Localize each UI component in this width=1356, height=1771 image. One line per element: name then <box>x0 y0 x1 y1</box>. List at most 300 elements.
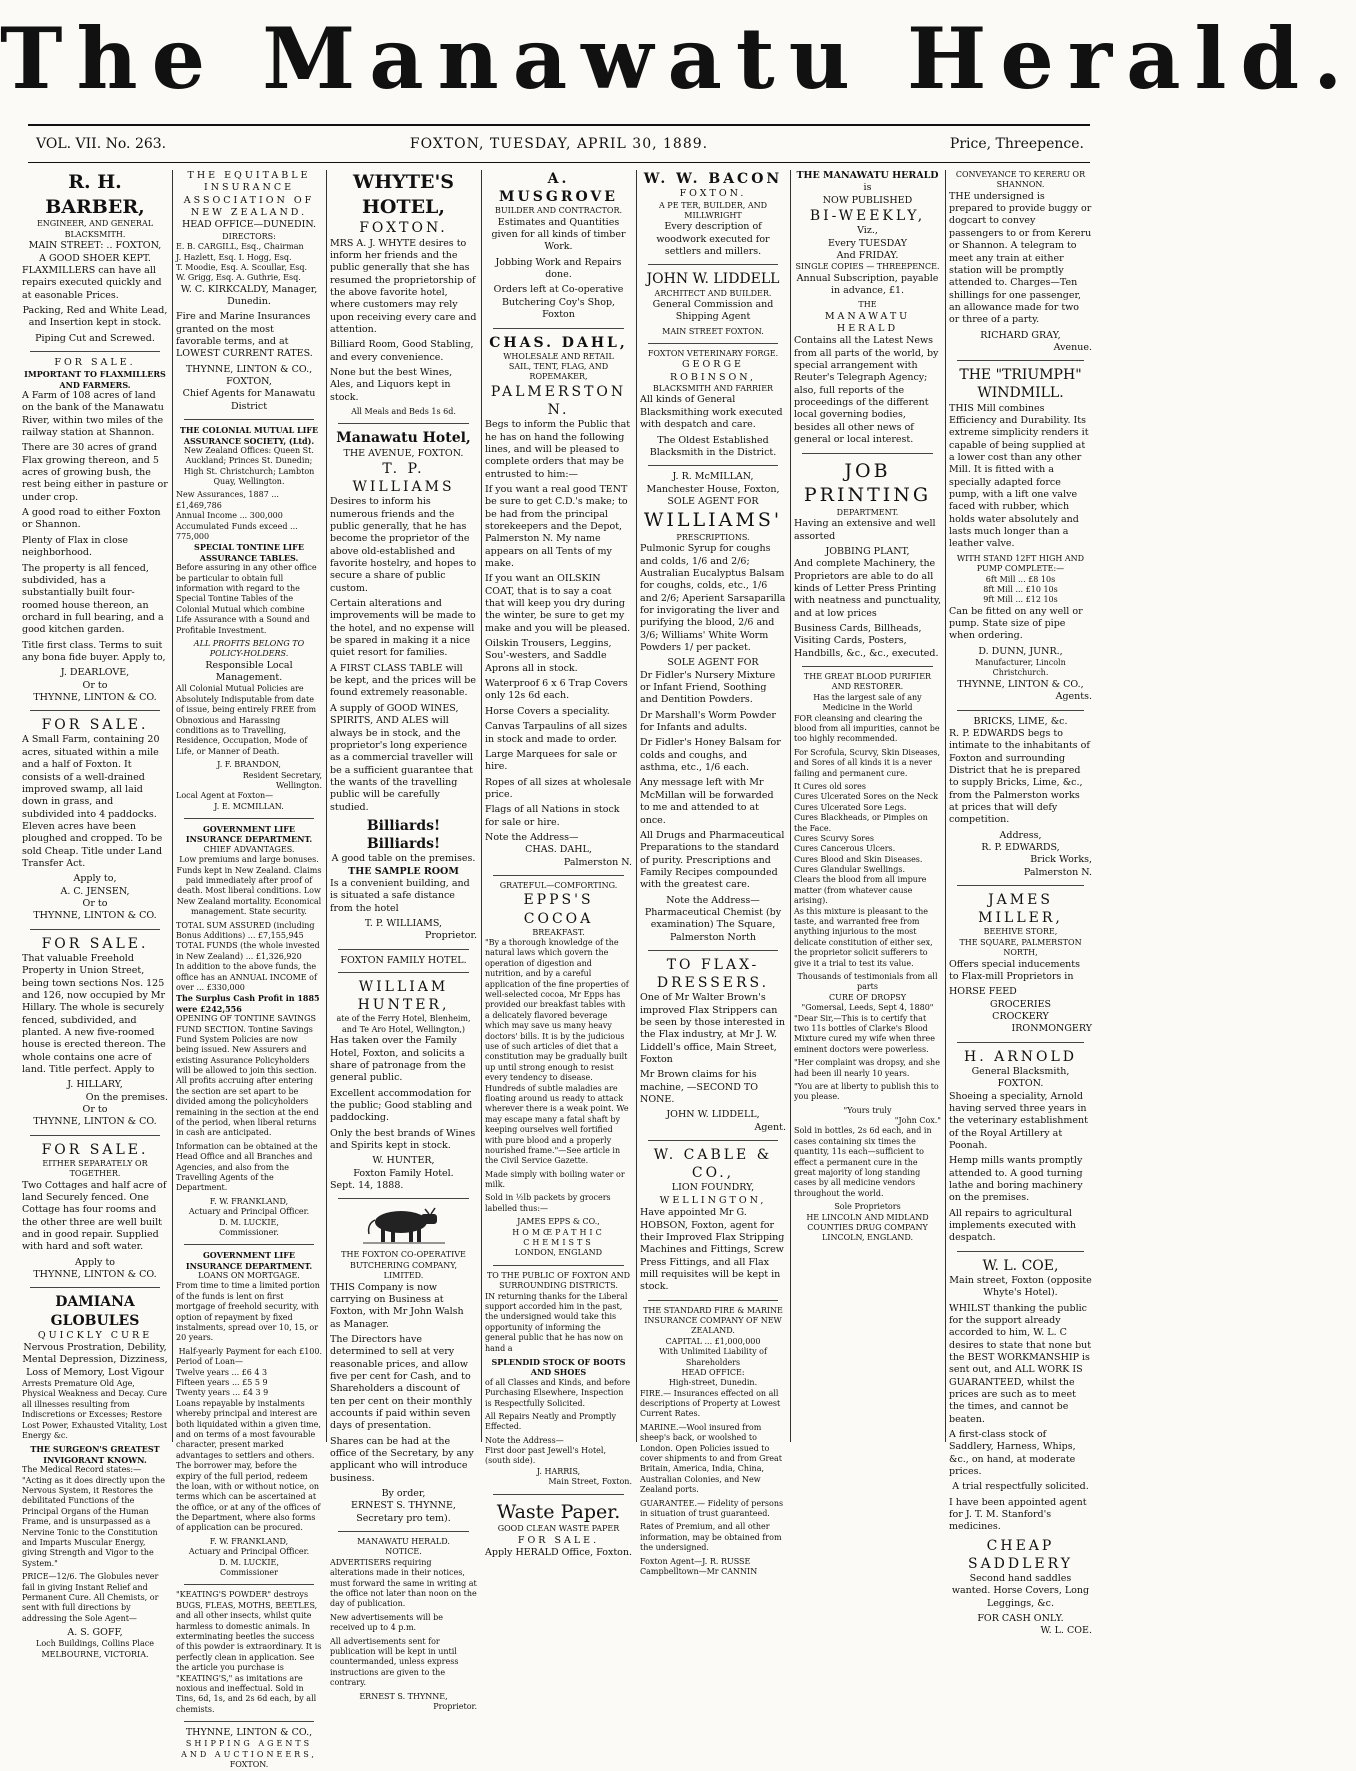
ad-text: Actuary and Principal Officer. <box>188 1207 310 1217</box>
ad-text: OPENING OF TONTINE SAVINGS FUND SECTION. Tontine Savings Fund System Policies are now being issued. New Assurers and existing Assurance Policyholders will be allowed to join this section. All profits accruing after entering the section are set apart to be divided among the policyholders remaining in the section at the end of the period, when liberal returns in cash are anticipated. <box>176 1014 319 1138</box>
ad-text: "Dear Sir,—This is to certify that two 11s bottles of Clarke's Blood Mixture cured my wife when three eminent doctors were powerless. <box>794 1013 935 1054</box>
ad-text: Cures Cancerous Ulcers. <box>794 844 896 854</box>
ad-text: A supply of GOOD WINES, SPIRITS, AND ALES will always be in stock, and the proprietor's long experience as a commercial traveller will be a sufficient guarantee that the wants of the travelling public will be carefully studied. <box>330 702 474 813</box>
divider <box>648 343 778 344</box>
ad-flax-dressers <box>640 956 786 1134</box>
ad-signature: J. DEARLOVE, <box>60 667 130 679</box>
ad-signature: R. P. EDWARDS, <box>981 841 1060 853</box>
ad-text: All advertisements sent for publication will be kept in until countermanded, unless express instructions are given to the contrary. <box>330 1636 459 1688</box>
ad-text: A good table on the premises. <box>331 853 476 865</box>
ad-text: "Yours truly <box>843 1105 892 1115</box>
ad-text: Twenty years ... £4 3 9 <box>176 1388 269 1398</box>
ad-heading: FOR SALE. <box>41 935 149 952</box>
ad-text: Sold in bottles, 2s 6d each, and in cases containing six times the quantity, 11s each—sufficient to effect a permanent cure in the great majority of long standing cases by all medicine vendors throughout the world. <box>794 1126 932 1198</box>
ad-signature: T. P. WILLIAMS, <box>364 918 443 930</box>
ad-text: And FRIDAY. <box>836 249 899 261</box>
divider <box>338 972 469 973</box>
ad-text: Excellent accommodation for the public; Good stabling and paddocking. <box>330 1087 473 1124</box>
ad-signature: J. HARRIS, <box>536 1466 581 1476</box>
ad-barber <box>22 170 168 345</box>
ad-subheading: WHOLESALE AND RETAIL <box>503 351 614 361</box>
ad-signature: JAMES EPPS & CO., <box>517 1217 600 1227</box>
ad-text: IRONMONGERY <box>1011 1023 1092 1035</box>
ad-text: MAIN STREET FOXTON. <box>662 326 764 336</box>
ad-mcmillan <box>640 471 786 944</box>
ad-heading: JAMES MILLER, <box>978 892 1063 927</box>
divider <box>957 1251 1084 1252</box>
ad-subheading: SOLE AGENT FOR <box>667 657 759 669</box>
ad-subheading: SOLE AGENT FOR <box>667 495 759 507</box>
ad-text: THE undersigned is prepared to provide buggy or dogcart to convey passengers to or from Kereru or Shannon. A telegram to meet any train at either station will be promptly attended to. Charges—Ten shillings for one passenger, an allowance made for two or three of a party. <box>949 190 1092 326</box>
ad-subheading: THE SURGEON'S GREATEST INVIGORANT KNOWN. <box>30 1444 160 1465</box>
ad-text: W. Grigg, Esq. A. Guthrie, Esq. <box>176 273 301 283</box>
ad-text: MRS A. J. WHYTE desires to inform her friends and the public generally that she has resumed the proprietorship of the above favorite hotel, where customers may rely upon receiving every care and attention. <box>330 237 477 335</box>
divider <box>648 1300 778 1301</box>
ad-text: There are 30 acres of grand Flax growing thereon, and 5 acres of growing bush, the rest being either in pasture or under crop. <box>22 442 168 503</box>
ad-heading: EPPS'S COCOA <box>523 892 594 927</box>
ad-signature: A. C. JENSEN, <box>60 885 130 897</box>
ad-text: The property is all fenced, subdivided, has a substantially built four-roomed house thereon, an orchard in full bearing, and a good kitchen garden. <box>22 562 164 636</box>
ad-text: Apply HERALD Office, Foxton. <box>485 1547 633 1559</box>
ad-text: Waterproof 6 x 6 Trap Covers only 12s 6d each. <box>485 678 628 702</box>
divider <box>802 666 933 667</box>
ad-heading: THE MANAWATU HERALD <box>796 170 939 181</box>
divider <box>184 818 314 819</box>
ad-text: LINCOLN, ENGLAND. <box>821 1233 914 1243</box>
ad-heading: FOR SALE. <box>54 356 136 368</box>
ad-text: FOR CASH ONLY. <box>977 1613 1064 1625</box>
ad-text: Agents. <box>1055 691 1092 703</box>
divider <box>957 1042 1084 1043</box>
ad-signature: ERNEST S. THYNNE, <box>359 1691 448 1701</box>
column-6 <box>790 170 945 1442</box>
ad-heading: THE COLONIAL MUTUAL LIFE ASSURANCE SOCIETY, (Ltd). <box>179 425 319 446</box>
ad-text: Low premiums and large bonuses. Funds kept in New Zealand. Claims paid immediately after proof of death. Most liberal conditions. Low New Zealand mortality. Economical management. State security. <box>176 855 322 917</box>
ad-signature: RICHARD GRAY, <box>980 329 1061 341</box>
ad-signature: COUNTIES DRUG COMPANY <box>807 1222 928 1232</box>
ad-text: I have been appointed agent for J. T. M. Stanford's medicines. <box>949 1496 1087 1533</box>
ad-text: Contains all the Latest News from all parts of the world, by special arrangement with Reuter's Telegraph Agency; also, full reports of the proceedings of the different local governing bodies, besides all other news of general or local interest. <box>794 335 939 446</box>
ad-text: of all Classes and Kinds, and before Purchasing Elsewhere, Inspection is Respectfully Solicited. <box>485 1377 631 1408</box>
ad-heading: THE FOXTON CO-OPERATIVE BUTCHERING COMPANY, LIMITED. <box>341 1250 466 1281</box>
ad-heading: BRICKS, LIME, &c. <box>973 715 1068 727</box>
ad-text: Begs to inform the Public that he has on hand the following lines, and will be pleased to complete orders that may be entrusted to him:— <box>485 419 631 480</box>
ad-text: Title first class. Terms to suit any bona fide buyer. Apply to, <box>22 639 166 663</box>
ad-text: Business Cards, Billheads, Visiting Cards, Posters, Handbills, &c., &c., executed. <box>794 623 939 659</box>
ad-subheading: PALMERSTON N. <box>490 383 627 419</box>
ad-signature: J. F. BRANDON, <box>217 760 281 770</box>
ad-text: It Cures old sores <box>794 781 867 791</box>
divider <box>30 929 160 930</box>
ad-text: ate of the Ferry Hotel, Blenheim, and Te Aro Hotel, Wellington,) <box>336 1014 471 1034</box>
column-1 <box>18 170 172 1659</box>
ad-subheading: FOXTON. <box>679 188 747 200</box>
ad-text: Avenue. <box>1053 341 1092 353</box>
ad-subheading: FOXTON. <box>359 220 448 237</box>
ad-text: Note the Address— <box>485 1435 564 1445</box>
ad-butchering <box>330 1204 477 1525</box>
ad-signature: "John Cox." <box>894 1116 941 1126</box>
ad-text: Made simply with boiling water or milk. <box>485 1169 625 1190</box>
ad-text: New advertisements will be received up to 4 p.m. <box>330 1612 443 1633</box>
divider <box>493 1494 624 1495</box>
ad-text: Resident Secretary, <box>242 770 322 780</box>
ad-heading: JOB PRINTING <box>803 459 932 507</box>
ad-text: Every TUESDAY <box>827 237 907 249</box>
ad-signature: J. HILLARY, <box>67 1079 123 1091</box>
ad-text: E. B. CARGILL, Esq., Chairman <box>176 242 304 252</box>
ad-text: THE <box>858 300 877 310</box>
ad-subheading: BUILDER AND CONTRACTOR. <box>494 206 623 216</box>
ad-text: Jobbing Work and Repairs done. <box>495 256 622 281</box>
ad-text: GROCERIES <box>989 998 1052 1010</box>
ad-family-hotel <box>330 955 477 1193</box>
ad-text: The Medical Record states:— "Acting as it does directly upon the Nervous System, it Restores the debilitated Functions of the Principal Organs of the Human Frame, and is unsurpassed as a Nervine Tonic to the Constitution and Imparts Muscular Energy, giving Strength and Vigor to the System." <box>22 1465 166 1568</box>
ad-text: Fifteen years ... £5 5 9 <box>176 1378 268 1387</box>
ad-heading: A. MUSGROVE <box>499 171 618 206</box>
ad-text: Sold in ½lb packets by grocers labelled thus:— <box>485 1193 611 1213</box>
ad-text: CAPITAL ... £1,000,000 <box>665 1336 761 1346</box>
ad-text: Twelve years ... £6 4 3 <box>176 1367 268 1377</box>
ad-text: Foxton Agent—J. R. RUSSE <box>640 1556 751 1566</box>
ad-text: None but the best Wines, Ales, and Liquors kept in stock. <box>330 367 453 403</box>
ad-heading: FOR SALE. <box>41 1141 149 1158</box>
ad-signature: W. HUNTER, <box>372 1155 435 1167</box>
ad-text: HEAD OFFICE: <box>681 1367 745 1377</box>
ad-text: Shares can be had at the office of the Secretary, by any applicant who will introduce business. <box>330 1435 474 1484</box>
ad-signature: F. W. FRANKLAND, <box>209 1536 289 1546</box>
ad-text: All repairs to agricultural implements executed with despatch. <box>949 1207 1076 1244</box>
ad-text: THIS Company is now carrying on Business at Foxton, with Mr John Walsh as Manager. <box>330 1281 464 1330</box>
ad-text: Actuary and Principal Officer. <box>188 1547 310 1557</box>
ad-text: The Surplus Cash Profit in 1885 were £242,556 <box>176 993 320 1014</box>
ad-text: MELBOURNE, VICTORIA. <box>41 1649 149 1659</box>
ad-text: SHIPPING AGENTS AND AUCTIONEERS, <box>181 1739 317 1759</box>
ad-text: Period of Loan— <box>176 1357 243 1367</box>
ad-musgrove <box>485 170 632 322</box>
ad-text: On the premises. <box>85 1091 168 1103</box>
ad-heading: WHYTE'S HOTEL, <box>352 171 454 218</box>
ad-text: CROCKERY <box>992 1010 1049 1022</box>
ad-arnold <box>949 1048 1092 1245</box>
ad-subheading: BLACKSMITH AND FARRIER <box>652 384 774 394</box>
ad-subheading: WELLINGTON, <box>659 1194 767 1206</box>
ad-text: Second hand saddles wanted. Horse Covers, Long Leggings, &c. <box>951 1573 1090 1609</box>
ad-text: A trial respectfully solicited. <box>952 1481 1089 1493</box>
ad-heading: THE "TRIUMPH" WINDMILL. <box>959 367 1082 402</box>
ad-signature: J. E. MCMILLAN. <box>214 801 284 811</box>
ad-text: Hemp mills wants promptly attended to. A good turning lathe and boring machinery on the premises. <box>949 1155 1083 1204</box>
ad-text: With Unlimited Liability of Shareholders <box>659 1347 767 1367</box>
divider <box>338 423 469 424</box>
price: Price, Threepence. <box>949 136 1084 152</box>
ad-subheading: WITH STAND 12FT HIGH AND PUMP COMPLETE:— <box>956 553 1085 574</box>
ad-signature: F. W. FRANKLAND, <box>209 1196 289 1206</box>
ad-text: All Meals and Beds 1s 6d. <box>351 407 456 417</box>
ad-dahl <box>485 334 632 869</box>
ad-address: MAIN STREET: .. FOXTON, <box>28 240 162 252</box>
ad-text: Wellington. <box>276 780 322 790</box>
ad-subheading: BEEHIVE STORE, <box>983 927 1058 937</box>
ad-subheading: THE SQUARE, PALMERSTON NORTH, <box>959 937 1082 958</box>
ad-text: Local Agent at Foxton— <box>176 791 274 801</box>
cow-illustration <box>359 1204 449 1246</box>
ad-text: A first-class stock of Saddlery, Harness, Whips, &c., on hand, at moderate prices. <box>949 1428 1076 1477</box>
ad-text: 6ft Mill ... £8 10s <box>985 574 1056 584</box>
ad-text: Plenty of Flax in close neighborhood. <box>22 534 129 559</box>
divider <box>30 1287 160 1288</box>
ad-signature: D. M. LUCKIE, <box>219 1557 279 1567</box>
ad-waste-paper <box>485 1500 632 1560</box>
ad-standard-fire <box>640 1306 786 1578</box>
ad-heading: FOR SALE. <box>41 717 149 734</box>
divider <box>648 950 778 951</box>
ad-heading: W. W. BACON <box>643 171 783 187</box>
ad-text: Mr Brown claims for his machine, —SECOND TO NONE. <box>640 1069 759 1106</box>
ad-text: Secretary pro tem). <box>356 1512 451 1524</box>
ad-text: From time to time a limited portion of the funds is lent on first mortgage of freehold security, with option of repayment by fixed instalments, spread over 10, 15, or 20 years. <box>176 1281 320 1343</box>
ad-coe <box>949 1257 1092 1638</box>
ad-subheading: GOOD CLEAN WASTE PAPER <box>497 1524 620 1534</box>
divider <box>648 465 778 466</box>
column-3 <box>326 170 481 1711</box>
ad-text: FOXTON, <box>226 376 272 388</box>
masthead-rule <box>28 124 1090 126</box>
ad-signature: JOHN W. LIDDELL, <box>666 1109 760 1121</box>
divider <box>493 875 624 876</box>
ad-subheading: BI-WEEKLY, <box>809 208 926 225</box>
ad-text: 9ft Mill ... £12 10s <box>983 595 1058 605</box>
ad-heading: GOVERNMENT LIFE INSURANCE DEPARTMENT. <box>185 1250 313 1271</box>
ad-cottages <box>22 1141 168 1282</box>
ad-text: Sept. 14, 1888. <box>330 1179 404 1191</box>
ad-signature: THYNNE, LINTON & CO. <box>33 1116 157 1128</box>
ad-subheading: ENGINEER, AND GENERAL BLACKSMITH. <box>36 219 154 239</box>
ad-subheading: LION FOUNDRY, <box>671 1182 755 1194</box>
ad-heading: MANAWATU HERALD. <box>357 1537 450 1547</box>
ad-herald-notice <box>330 1537 477 1712</box>
ad-text: Dr Fidler's Nursery Mixture or Infant Friend, Soothing and Dentition Powders. <box>640 669 776 706</box>
ad-text: Certain alterations and improvements will be made to the hotel, and no expense will be spared in making it a nice quiet resort for families. <box>330 598 476 659</box>
dateline <box>28 136 1090 158</box>
ad-text: Before assuring in any other office be particular to obtain full information with regard to the Special Tontine Tables of the Colonial Mutual which combine Life Assurance with a Sound and Profitable Investment. <box>176 563 317 635</box>
ad-heading: FOXTON VETERINARY FORGE. <box>647 349 779 358</box>
ad-signature: CHAS. DAHL, <box>525 844 592 856</box>
ad-text: Large Marquees for sale or hire. <box>485 748 617 773</box>
ad-job-printing <box>794 459 941 661</box>
ad-signature: THYNNE, LINTON & CO. <box>33 1269 157 1280</box>
ad-text: Dr Fidler's Honey Balsam for colds and coughs, and asthma, etc., 1/6 each. <box>640 737 781 774</box>
ad-text: If you want a real good TENT be sure to get C.D.'s make; to be had from the principal storekeepers and the Depot, Palmerston N. My name appears on all Tents of my make. <box>485 483 628 570</box>
ad-heading: R. H. BARBER, <box>45 171 145 218</box>
divider <box>957 360 1084 361</box>
column-5 <box>636 170 790 1576</box>
ad-text: "Gomersal, Leeds, Sept 4, 1880" <box>801 1003 934 1013</box>
divider <box>957 710 1084 711</box>
ad-text: Has taken over the Family Hotel, Foxton, and solicits a share of patronage from the general public. <box>330 1035 466 1084</box>
ad-liddell <box>640 270 786 337</box>
ad-subheading: THE AVENUE, FOXTON. <box>343 447 464 459</box>
ad-text: FOXTON. <box>229 1760 269 1770</box>
dateline-rule <box>28 162 1090 163</box>
ad-cable-foundry <box>640 1146 786 1293</box>
ad-heading: J. R. McMILLAN, <box>672 471 754 483</box>
ad-text: Palmerston N. <box>563 856 632 868</box>
ad-text: Commissioner. <box>219 1227 279 1237</box>
ad-text: General Commission and Shipping Agent <box>652 298 774 323</box>
ad-signature: A. S. GOFF, <box>67 1627 123 1639</box>
ad-farm-sale <box>22 357 168 704</box>
ad-text: Pulmonic Syrup for coughs and colds, 1/6 and 2/6; Australian Eucalyptus Balsam for coughs, colds, etc., 1/6 and 2/6; Aperient Sarsaparilla for invigorating the liver and purifying the blood, 2/6 and 3/6; Williams' White Worm Powders 1/ per packet. <box>640 543 786 654</box>
ad-subheading: NOW PUBLISHED <box>822 194 913 206</box>
ad-text: Offers special inducements to Flax-mill Proprietors in <box>949 958 1080 982</box>
ad-text: And complete Machinery, the Proprietors are able to do all kinds of Letter Press Printing with neatness and punctuality, and at low prices <box>794 558 941 619</box>
ad-text: ALL PROFITS BELONG TO POLICY-HOLDERS. <box>193 638 305 659</box>
ad-text: Loch Buildings, Collins Place <box>36 1639 154 1649</box>
ad-subheading: BREAKFAST. <box>532 927 585 937</box>
ad-text: Or to <box>82 897 108 909</box>
ad-whytes-hotel <box>330 170 477 417</box>
ad-text: Has the largest sale of any Medicine in the World <box>813 692 922 713</box>
ad-heading: THE GREAT BLOOD PURIFIER <box>803 672 932 682</box>
ad-text: THIS Mill combines Efficiency and Durability. Its extreme simplicity renders it capable of being supplied at a lower cost than any other Mill. It is fitted with a specially adapted force pump, with a lift one valve faced with rubber, which holds water absolutely and lasts much longer than a leather valve. <box>949 402 1089 550</box>
divider <box>493 1265 624 1266</box>
ad-text: W. C. KIRKCALDY, Manager, Dunedin. <box>180 283 318 308</box>
ad-text: Commissioner <box>220 1568 278 1578</box>
ad-signature: THYNNE, LINTON & CO., <box>185 363 313 375</box>
divider <box>338 1531 469 1532</box>
ad-text: Estimates and Quantities given for all kinds of timber Work. <box>491 216 626 253</box>
ad-text: IN returning thanks for the Liberal support accorded him in the past, the undersigned would take this opportunity of informing the general public that he has now on hand a <box>485 1291 628 1353</box>
ad-text: is <box>863 182 872 194</box>
ad-text: Piping Cut and Screwed. <box>35 332 155 344</box>
ad-text: Note the Address— <box>666 894 760 906</box>
ad-text: Thousands of testimonials from all parts <box>797 971 938 992</box>
ad-text: Nervous Prostration, Debility, Mental Depression, Dizziness, Loss of Memory, Lost Vigour <box>22 1342 168 1378</box>
ad-subheading: HEAD OFFICE—DUNEDIN. <box>181 219 317 231</box>
ad-text: A FIRST CLASS TABLE will be kept, and the prices will be found extremely reasonable. <box>330 662 476 699</box>
ad-subheading: SPLENDID STOCK OF BOOTS AND SHOES <box>491 1356 626 1378</box>
ad-heading: GOVERNMENT LIFE INSURANCE DEPARTMENT. <box>185 824 313 845</box>
ad-text: ADVERTISERS requiring alterations made in their notices, must forward the same in writing at the office not later than noon on the day of publication. <box>330 1557 477 1609</box>
ad-text: Half-yearly Payment for each £100. <box>178 1346 322 1356</box>
ad-subheading: GEORGE ROBINSON, <box>669 359 756 383</box>
ad-manawatu-hotel <box>330 429 477 942</box>
ad-text: TOTAL FUNDS (the whole invested in New Zealand) ... £1,326,920 <box>176 941 320 961</box>
ad-text: Ropes of all sizes at wholesale price. <box>485 776 632 800</box>
ad-text: WHILST thanking the public for the support already accorded to him, W. L. C desires to state that none but the BEST WORKMANSHIP is sent out, and ALL WORK IS GUARANTEED, whilst the prices are such as to meet the times, and cannot be beaten. <box>949 1302 1092 1425</box>
ad-tagline: A GOOD SHOER KEPT. <box>39 252 151 264</box>
ad-subheading: CHIEF ADVANTAGES. <box>203 844 295 854</box>
ad-subheading: PRESCRIPTIONS. <box>676 532 750 542</box>
ad-text: DIRECTORS: <box>222 231 276 241</box>
ad-heading: Waste Paper. <box>496 1500 621 1523</box>
ad-text: Brick Works, <box>1030 854 1092 866</box>
divider <box>338 949 469 950</box>
ad-text: All kinds of General Blacksmithing work executed with despatch and care. <box>640 394 783 431</box>
ad-text: A good road to either Foxton or Shannon. <box>22 507 161 531</box>
ad-heading: H. ARNOLD <box>963 1048 1077 1065</box>
ad-text: FIRE.— Insurances effected on all descriptions of Property at Lowest Current Rates. <box>640 1388 781 1419</box>
ad-text: The Oldest Established Blacksmith in the District. <box>649 434 777 458</box>
ad-heading: W. CABLE & CO., <box>653 1147 773 1182</box>
ad-text: New Assurances, 1887 ... £1,469,786 <box>176 490 279 510</box>
ad-text: Any message left with Mr McMillan will be forwarded to me and attended to at once. <box>640 777 774 826</box>
ad-heading: CHAS. DAHL, <box>489 334 628 351</box>
divider <box>184 419 314 420</box>
ad-text: R. P. EDWARDS begs to intimate to the inhabitants of Foxton and surrounding District that he is prepared to supply Bricks, Lime, &c., from the Palmerston works at prices that will defy competition. <box>949 727 1090 826</box>
ad-text: By order, <box>381 1488 426 1499</box>
ad-subheading: Manchester House, Foxton, <box>646 483 780 495</box>
ad-subheading: FOR SALE. <box>517 1534 600 1546</box>
ad-heading: DAMIANA GLOBULES <box>50 1294 140 1329</box>
ad-text: Responsible Local Management. <box>205 659 293 684</box>
ad-freehold <box>22 935 168 1129</box>
ad-text: Note the Address— <box>485 831 579 843</box>
ad-text: First door past Jewell's Hotel, (south side). <box>485 1446 607 1466</box>
ad-text: Viz., <box>857 225 878 237</box>
ad-heading: WILLIAMS' <box>643 509 783 532</box>
ad-signature: HE LINCOLN AND MIDLAND <box>806 1212 929 1222</box>
ad-subheading: LOANS ON MORTGAGE. <box>198 1271 300 1281</box>
divider <box>802 453 933 454</box>
ad-text: Cures Blackheads, or Pimples on the Face. <box>794 813 928 833</box>
ad-text: Loans repayable by instalments whereby principal and interest are both liquidated within a given time, and on terms of a most favourable character, present marked advantages to settlers and others. The borrower may, before the expiry of the full period, redeem the loan, with or without notice, on terms which can be ascertained at the office, or at any of the offices of the Department, where also forms of application can be procured. <box>176 1398 321 1533</box>
ad-subheading: DEPARTMENT. <box>836 507 899 517</box>
ad-signature: THYNNE, LINTON & CO. <box>33 691 157 703</box>
ad-text: Is a convenient building, and is situated a safe distance from the hotel <box>330 877 470 914</box>
ad-text: LONDON, ENGLAND <box>514 1248 603 1258</box>
ad-subheading: CURE OF DROPSY <box>828 992 907 1002</box>
ad-subheading: T. P. WILLIAMS <box>352 460 455 496</box>
ad-subheading: IMPORTANT TO FLAXMILLERS AND FARMERS. <box>24 369 166 390</box>
ad-text: Or to <box>82 1103 108 1115</box>
ad-subheading: JOBBING PLANT, <box>825 545 910 557</box>
ad-text: If you want an OILSKIN COAT, that is to say a coat that will keep you dry during the winter, be sure to get my make and you will be pleased. <box>485 573 631 634</box>
ad-subheading: ARCHITECT AND BUILDER. <box>654 288 772 298</box>
ad-text: "KEATING'S POWDER" destroys BUGS, FLEAS, MOTHS, BEETLES, and all other insects, whilst quite harmless to domestic animals. In exterminating beetles the success of this powder is extraordinary. It is perfectly clean in application. See the article you purchase is "KEATING'S," as imitations are noxious and ineffectual. Sold in Tins, 6d, 1s, and 2s 6d each, by all chemists. <box>176 1590 322 1714</box>
ad-subheading: THE SAMPLE ROOM <box>348 865 459 877</box>
column-2 <box>172 170 326 1770</box>
divider <box>648 1140 778 1141</box>
ad-text: Proprietor. <box>433 1701 477 1711</box>
ad-text: One of Mr Walter Brown's improved Flax Strippers can be seen by those interested in the Flax industry, at Mr J. W. Liddell's office, Main Street, Foxton <box>640 992 785 1066</box>
ad-govt-loans <box>176 1250 322 1578</box>
ad-text: That valuable Freehold Property in Union Street, being town sections Nos. 125 and 126, now occupied by Mr Hillary. The whole is securely fenced, subdivided, and planted. A new five-roomed house is erected thereon. The whole contains one acre of land. Title perfect. Apply to <box>22 952 166 1075</box>
ad-text: Billiard Room, Good Stabling, and every convenience. <box>330 339 474 363</box>
ad-text: Proprietor. <box>425 930 477 942</box>
ad-text: Manufacturer, Lincoln Christchurch. <box>975 658 1066 678</box>
ad-subheading: SPECIAL TONTINE LIFE ASSURANCE TABLES. <box>194 542 304 563</box>
ad-text: Can be fitted on any well or pump. State size of pipe when ordering. <box>949 605 1083 642</box>
ad-robinson-forge <box>640 349 786 459</box>
ad-subheading: General Blacksmith, <box>971 1065 1070 1077</box>
ad-signature: THYNNE, LINTON & CO., <box>957 678 1084 690</box>
ad-text: Cures Ulcerated Sore Legs. <box>794 802 907 812</box>
ad-text: Main Street, Foxton. <box>548 1477 632 1487</box>
ad-thynne-shipping <box>176 1727 322 1771</box>
ad-text: Or to <box>82 679 108 691</box>
ad-text: TOTAL SUM ASSURED (including Bonus Additions) ... £7,155,945 <box>176 920 315 940</box>
ad-signature: THYNNE, LINTON & CO. <box>33 910 157 922</box>
ad-small-farm <box>22 716 168 922</box>
ad-text: Campbelltown—Mr CANNIN <box>640 1566 758 1576</box>
ad-text: "You are at liberty to publish this to you please. <box>794 1081 939 1102</box>
divider <box>648 264 778 265</box>
ad-herald-biweekly <box>794 170 941 447</box>
ad-miller <box>949 891 1092 1036</box>
ad-heading: W. L. COE, <box>982 1257 1059 1274</box>
